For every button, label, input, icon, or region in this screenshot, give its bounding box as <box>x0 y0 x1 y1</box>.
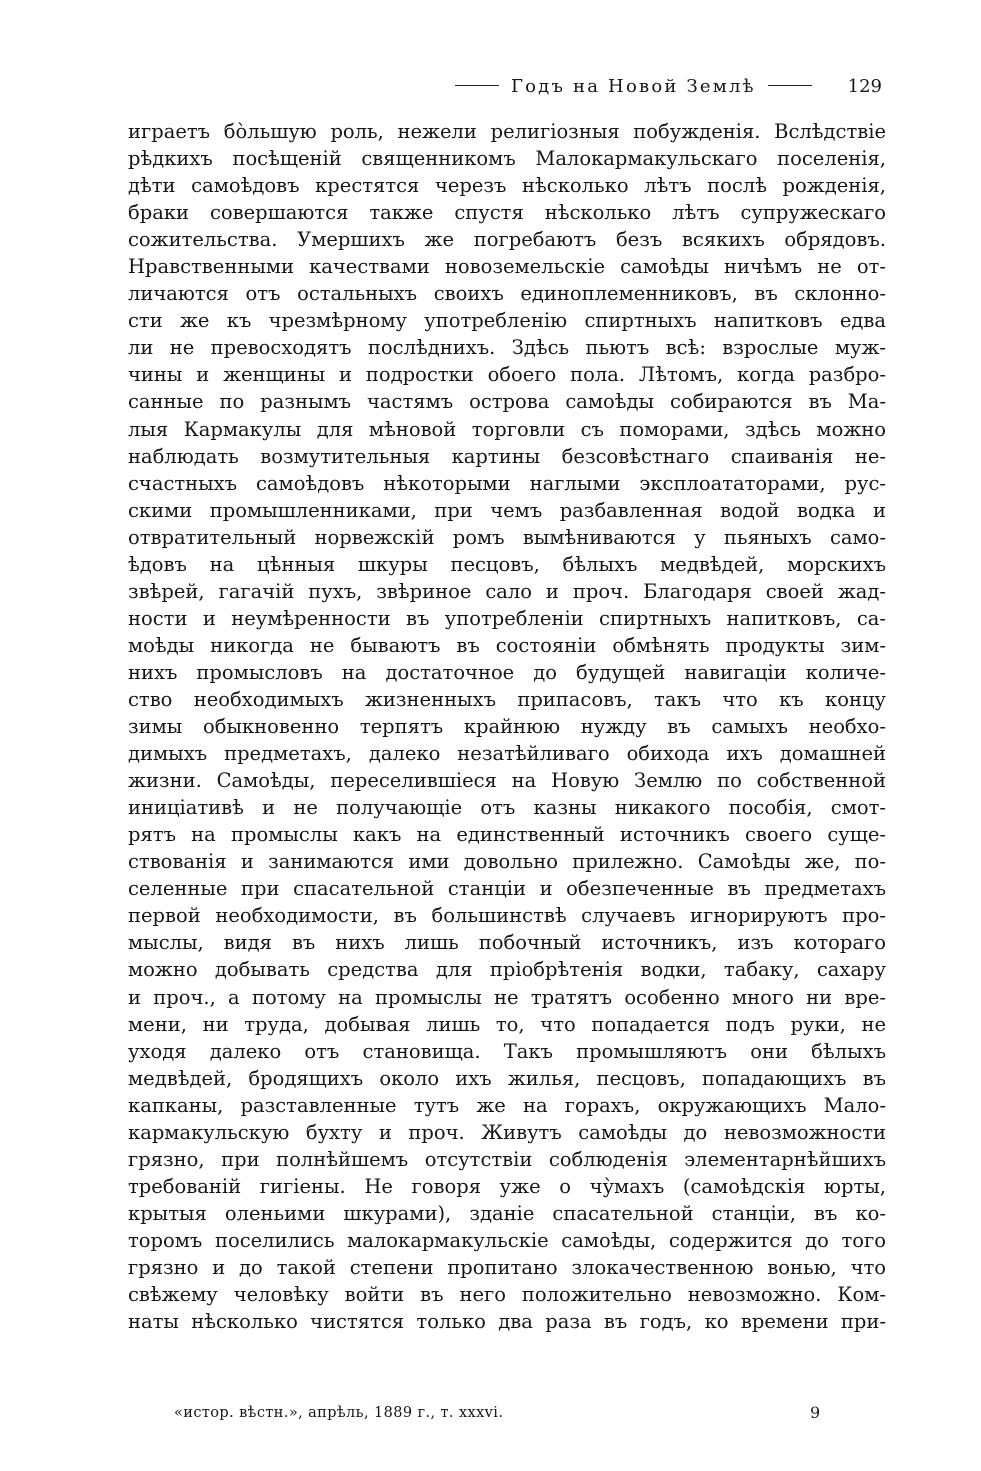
text-line: санные по разнымъ частямъ острова самоѣды собираются въ Ма- <box>128 390 886 414</box>
text-line: медвѣдей, бродящихъ около ихъ жилья, песцовъ, попадающихъ въ <box>128 1066 886 1090</box>
text-line: свѣжему человѣку войти въ него положительно невозможно. Ком- <box>128 1283 886 1307</box>
running-header <box>128 74 886 100</box>
text-line: грязно и до такой степени пропитано злокачественною вонью, что <box>128 1255 886 1279</box>
running-title-row <box>443 74 833 100</box>
text-line: лыя Кармакулы для мѣновой торговли съ поморами, здѣсь можно <box>128 417 886 441</box>
text-line: ѣдовъ на цѣнныя шкуры песцовъ, бѣлыхъ медвѣдей, морскихъ <box>128 552 886 576</box>
text-line: мени, ни труда, добывая лишь то, что попадается подъ руки, не <box>128 1012 886 1036</box>
text-line: можно добывать средства для пріобрѣтенія водки, табаку, сахару <box>128 958 886 982</box>
left-dash-rule <box>455 85 499 86</box>
right-dash-rule <box>768 85 812 86</box>
text-line: и проч., а потому на промыслы не тратятъ особенно много ни вре- <box>128 985 886 1009</box>
text-line: звѣрей, гагачій пухъ, звѣриное сало и проч. Благодаря своей жад- <box>128 579 886 603</box>
text-line: уходя далеко отъ становища. Такъ промышляютъ они бѣлыхъ <box>128 1039 886 1063</box>
body-text <box>128 118 886 1335</box>
text-line: ли не превосходятъ послѣднихъ. Здѣсь пьютъ всѣ: взрослые муж- <box>128 336 886 360</box>
text-line: наты нѣсколько чистятся только два раза въ годъ, ко времени при- <box>128 1310 886 1334</box>
text-line: грязно, при полнѣйшемъ отсутствіи соблюденія элементарнѣйшихъ <box>128 1147 886 1171</box>
text-line: дѣти самоѣдовъ крестятся черезъ нѣсколько лѣтъ послѣ рожденія, <box>128 174 886 198</box>
text-line: счастныхъ самоѣдовъ нѣкоторыми наглыми эксплоататорами, рус- <box>128 471 886 495</box>
text-line: торомъ поселились малокармакульскіе самоѣды, содержится до того <box>128 1228 886 1252</box>
text-line: требованій гигіены. Не говоря уже о чу̀махъ (самоѣдскія юрты, <box>128 1174 886 1198</box>
text-line: крытыя оленьими шкурами), зданіе спасательной станціи, въ ко- <box>128 1201 886 1225</box>
text-line: сти же къ чрезмѣрному употребленію спиртныхъ напитковъ едва <box>128 309 886 333</box>
text-line: Нравственными качествами новоземельскіе самоѣды ничѣмъ не от- <box>128 255 886 279</box>
text-line: рѣдкихъ посѣщеній священникомъ Малокармакульскаго поселенія, <box>128 147 886 171</box>
text-line: иниціативѣ и не получающіе отъ казны никакого пособія, смот- <box>128 796 886 820</box>
text-line: отвратительный норвежскій ромъ вымѣниваются у пьяныхъ само- <box>128 525 886 549</box>
text-line: сожительства. Умершихъ же погребаютъ безъ всякихъ обрядовъ. <box>128 228 886 252</box>
page-number: 129 <box>847 76 882 97</box>
text-line: селенные при спасательной станціи и обезпеченные въ предметахъ <box>128 877 886 901</box>
text-line: играетъ бо̀льшую роль, нежели религіозныя побужденія. Вслѣдствіе <box>128 120 886 143</box>
footer-source: «истор. вѣстн.», апрѣль, 1889 г., т. xxxvi. <box>174 1405 504 1421</box>
text-line: скими промышленниками, при чемъ разбавленная водой водка и <box>128 498 886 522</box>
text-line: наблюдать возмутительныя картины безсовѣстнаго спаиванія не- <box>128 444 886 468</box>
text-line: капканы, разставленные тутъ же на горахъ, окружающихъ Мало- <box>128 1093 886 1117</box>
page-footer <box>128 1400 886 1426</box>
text-line: мыслы, видя въ нихъ лишь побочный источникъ, изъ котораго <box>128 931 886 955</box>
running-title: Годъ на Новой Землѣ <box>511 76 756 97</box>
text-line: ности и неумѣренности въ употребленіи спиртныхъ напитковъ, са- <box>128 606 886 630</box>
text-line: ство необходимыхъ жизненныхъ припасовъ, такъ что къ концу <box>128 687 886 711</box>
text-line: зимы обыкновенно терпятъ крайнюю нужду въ самыхъ необхо- <box>128 715 886 739</box>
text-line: кармакульскую бухту и проч. Живутъ самоѣды до невозможности <box>128 1120 886 1144</box>
signature-mark: 9 <box>810 1403 821 1422</box>
text-line: димыхъ предметахъ, далеко незатѣйливаго обихода ихъ домашней <box>128 742 886 766</box>
text-line: жизни. Самоѣды, переселившіеся на Новую Землю по собственной <box>128 769 886 793</box>
text-line: рятъ на промыслы какъ на единственный источникъ своего суще- <box>128 823 886 847</box>
text-line: первой необходимости, въ большинствѣ случаевъ игнорируютъ про- <box>128 904 886 928</box>
text-line: личаются отъ остальныхъ своихъ единоплеменниковъ, въ склонно- <box>128 282 886 306</box>
text-line: ствованія и занимаются ими довольно прилежно. Самоѣды же, по- <box>128 850 886 874</box>
text-line: моѣды никогда не бываютъ въ состояніи обмѣнять продукты зим- <box>128 633 886 657</box>
text-line: чины и женщины и подростки обоего пола. Лѣтомъ, когда разбро- <box>128 363 886 387</box>
text-line: нихъ промысловъ на достаточное до будущей навигаціи количе- <box>128 660 886 684</box>
text-line: браки совершаются также спустя нѣсколько лѣтъ супружескаго <box>128 201 886 225</box>
